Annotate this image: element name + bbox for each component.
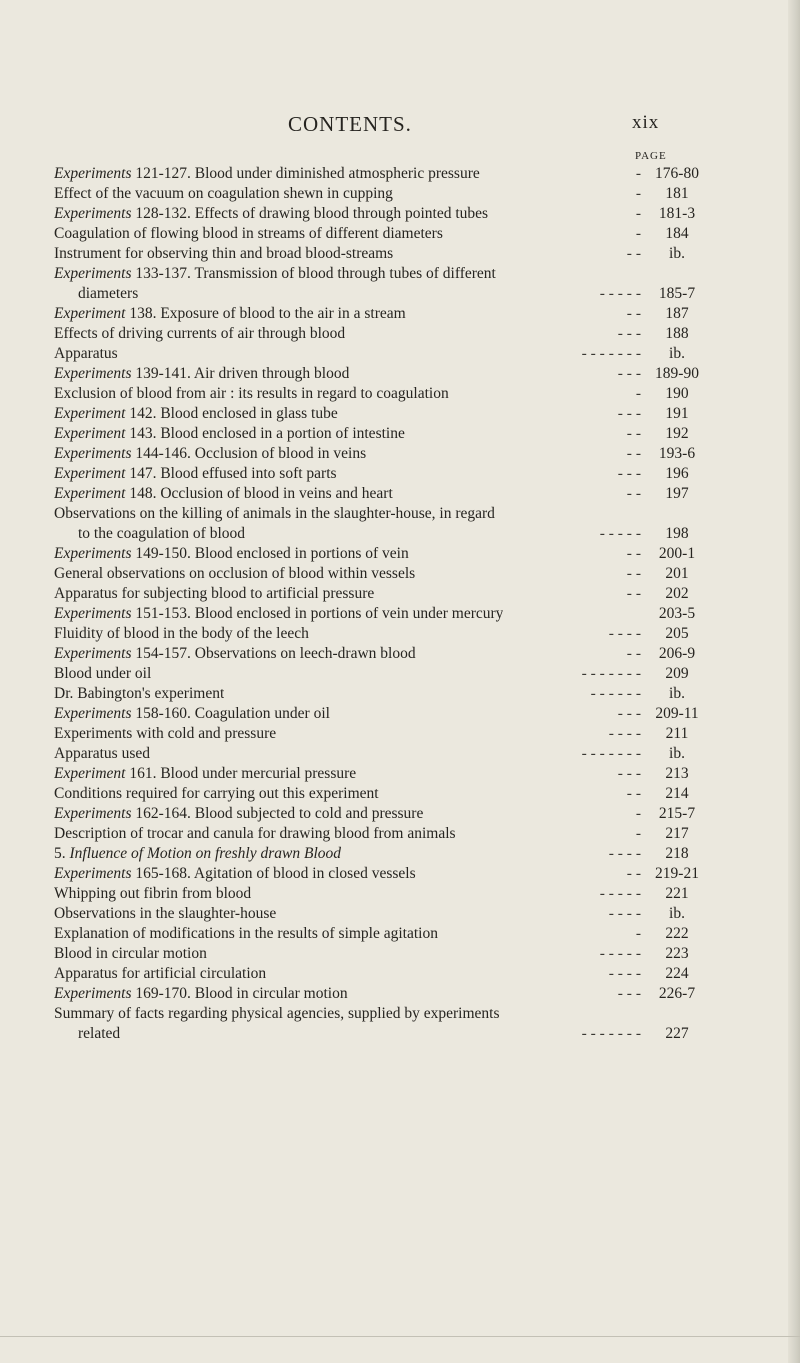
toc-entry-page: 181-3 — [658, 205, 696, 222]
toc-entry-kind: Experiments — [54, 985, 132, 1002]
toc-entry-title: Exclusion of blood from air : its results in regard to coagulation — [54, 385, 449, 402]
toc-entry — [54, 284, 709, 304]
toc-entry — [54, 664, 709, 684]
toc-entry-page: 187 — [665, 305, 689, 322]
toc-entry — [54, 464, 709, 484]
toc-entry-title: Experiments 169-170. Blood in circular motion — [54, 985, 348, 1002]
toc-entry-leader: - - - - - — [599, 885, 641, 902]
toc-entry-leader: - — [635, 385, 641, 402]
toc-entry — [54, 384, 709, 404]
toc-entry-kind: Experiments — [54, 865, 132, 882]
toc-entry-kind: Experiments — [54, 445, 132, 462]
toc-entry-leader: - - — [626, 865, 641, 882]
toc-entry-title: related — [78, 1025, 121, 1042]
toc-entry — [54, 204, 709, 224]
toc-entry — [54, 684, 709, 704]
toc-entry-title: Experiments 154-157. Observations on leech-drawn blood — [54, 645, 416, 662]
running-head-title: CONTENTS. — [288, 112, 412, 136]
toc-entry — [54, 704, 709, 724]
running-head — [0, 112, 800, 142]
toc-entry-leader: - - - - - — [599, 945, 641, 962]
toc-entry-leader: - - - - — [608, 965, 641, 982]
toc-entry-page: 181 — [665, 185, 689, 202]
toc-entry — [54, 984, 709, 1004]
toc-entry-title: Experiment 138. Exposure of blood to the air in a stream — [54, 305, 406, 322]
toc-entry-title: Experiments 121-127. Blood under diminished atmospheric pressure — [54, 165, 480, 182]
toc-entry-page: 215-7 — [658, 805, 696, 822]
toc-entry-title: Experiments 128-132. Effects of drawing blood through pointed tubes — [54, 205, 489, 222]
toc-entry-leader: - — [635, 185, 641, 202]
toc-entry-leader: - — [635, 825, 641, 842]
toc-entry-page: 201 — [665, 565, 689, 582]
toc-entry-leader: - — [635, 205, 641, 222]
toc-entry — [54, 724, 709, 744]
toc-entry-title: Apparatus used — [54, 745, 150, 762]
toc-entry-title: Apparatus — [54, 345, 118, 362]
toc-entry-title: Experiments 139-141. Air driven through blood — [54, 365, 350, 382]
toc-entry — [54, 404, 709, 424]
toc-entry-title: Coagulation of flowing blood in streams of different diameters — [54, 225, 443, 242]
toc-entry-leader: - — [635, 165, 641, 182]
toc-entry — [54, 944, 709, 964]
toc-entry-page: 185-7 — [658, 285, 696, 302]
toc-entry-title: Apparatus for subjecting blood to artificial pressure — [54, 585, 375, 602]
toc-entry — [54, 584, 709, 604]
toc-entry-title: Explanation of modifications in the results of simple agitation — [54, 925, 438, 942]
toc-entry-leader: - - - — [617, 765, 641, 782]
toc-entry-leader: - - — [626, 785, 641, 802]
toc-entry-kind: Experiments — [54, 165, 132, 182]
toc-entry-leader: - - — [626, 485, 641, 502]
toc-entry-leader: - - - - — [608, 725, 641, 742]
toc-entry-leader: - - - - — [608, 625, 641, 642]
toc-entry-title: Fluidity of blood in the body of the leech — [54, 625, 309, 642]
toc-entry-page: 196 — [665, 465, 689, 482]
toc-entry-page: 221 — [665, 885, 689, 902]
toc-entry-title: Experiments 165-168. Agitation of blood in closed vessels — [54, 865, 416, 882]
toc-entry-kind: Experiment — [54, 425, 126, 442]
toc-entry-leader: - - - — [617, 705, 641, 722]
toc-entry-leader: - - - — [617, 365, 641, 382]
toc-entry — [54, 264, 709, 284]
toc-entry-kind: Experiments — [54, 645, 132, 662]
toc-entry-leader: - - - - - - - — [581, 665, 641, 682]
toc-entry — [54, 804, 709, 824]
toc-entry-kind: Experiments — [54, 705, 132, 722]
toc-entry-page: 184 — [665, 225, 689, 242]
toc-entry-page: 192 — [665, 425, 689, 442]
toc-entry-title: Blood under oil — [54, 665, 152, 682]
toc-entry-title: diameters — [78, 285, 139, 302]
toc-entry-leader: - - - - — [608, 905, 641, 922]
toc-entry — [54, 304, 709, 324]
toc-entry-leader: - - — [626, 585, 641, 602]
toc-entry-leader: - - — [626, 425, 641, 442]
toc-entry — [54, 1004, 709, 1024]
toc-entry — [54, 224, 709, 244]
toc-entry-title: Conditions required for carrying out this experiment — [54, 785, 379, 802]
toc-entry-title: Experiment 147. Blood effused into soft parts — [54, 465, 337, 482]
toc-entry-title: Apparatus for artificial circulation — [54, 965, 267, 982]
toc-entry-page: 223 — [665, 945, 689, 962]
toc-entry-title: Observations on the killing of animals in the slaughter-house, in regard — [54, 505, 495, 522]
toc-entry-leader: - - - — [617, 985, 641, 1002]
toc-entry-page: 202 — [665, 585, 689, 602]
toc-entry-kind: Experiment — [54, 765, 126, 782]
toc-entry-leader: - - - - — [608, 845, 641, 862]
toc-entry-title: Dr. Babington's experiment — [54, 685, 225, 702]
toc-entry — [54, 524, 709, 544]
toc-entry — [54, 544, 709, 564]
toc-entry-title: General observations on occlusion of blood within vessels — [54, 565, 416, 582]
toc-entry-kind: Experiment — [54, 405, 126, 422]
toc-entry — [54, 964, 709, 984]
toc-entry — [54, 844, 709, 864]
toc-entry-page: 217 — [665, 825, 689, 842]
toc-entry-page: ib. — [669, 685, 685, 702]
toc-entry-title: Whipping out fibrin from blood — [54, 885, 252, 902]
toc-entry-page: 219-21 — [655, 865, 699, 882]
toc-entry-page: ib. — [669, 245, 685, 262]
toc-entry — [54, 324, 709, 344]
toc-entry-title: 5. Influence of Motion on freshly drawn Blood — [54, 845, 341, 862]
toc-entry-leader: - - - — [617, 465, 641, 482]
toc-entry-leader: - - — [626, 245, 641, 262]
toc-entry-title: Description of trocar and canula for drawing blood from animals — [54, 825, 456, 842]
toc-entry-title: to the coagulation of blood — [78, 525, 246, 542]
toc-entry — [54, 564, 709, 584]
toc-entry-title: Experiments 162-164. Blood subjected to cold and pressure — [54, 805, 424, 822]
toc-entry-leader: - - — [626, 305, 641, 322]
toc-entry — [54, 364, 709, 384]
toc-entry-kind: Experiment — [54, 465, 126, 482]
toc-entry-leader: - - - - - - - — [581, 1025, 641, 1042]
toc-entry-title: Experiment 143. Blood enclosed in a portion of intestine — [54, 425, 405, 442]
toc-entry-kind: Experiments — [54, 805, 132, 822]
toc-entry-leader: - — [635, 805, 641, 822]
toc-entry-page: 206-9 — [658, 645, 696, 662]
toc-entry-page: 224 — [665, 965, 689, 982]
toc-entry-title: Summary of facts regarding physical agencies, supplied by experiments — [54, 1005, 500, 1022]
toc-entry-leader: - - - - - - - — [581, 745, 641, 762]
toc-entry-page: ib. — [669, 345, 685, 362]
toc-entry — [54, 604, 709, 624]
toc-entry — [54, 904, 709, 924]
toc-entry-leader: - - - - - - — [590, 685, 641, 702]
toc-entry-page: 193-6 — [658, 445, 696, 462]
toc-entry-page: 213 — [665, 765, 689, 782]
toc-entry-title: Instrument for observing thin and broad blood-streams — [54, 245, 394, 262]
toc-entry-page: 205 — [665, 625, 689, 642]
toc-entry — [54, 744, 709, 764]
toc-entry — [54, 644, 709, 664]
toc-entry — [54, 884, 709, 904]
toc-entry — [54, 164, 709, 184]
toc-entry-page: 198 — [665, 525, 689, 542]
toc-entry-title: Experiment 142. Blood enclosed in glass tube — [54, 405, 338, 422]
toc-entry-title: Experiment 148. Occlusion of blood in veins and heart — [54, 485, 393, 502]
toc-entry-title: Experiments with cold and pressure — [54, 725, 277, 742]
page-bottom-line — [0, 1336, 800, 1337]
toc-entry — [54, 344, 709, 364]
toc-entry-leader: - - - - - — [599, 525, 641, 542]
toc-entry-kind: Experiment — [54, 485, 126, 502]
toc-entry — [54, 784, 709, 804]
toc-entry-leader: - - - - - — [599, 285, 641, 302]
toc-entry-page: 197 — [665, 485, 689, 502]
toc-entry-page: 188 — [665, 325, 689, 342]
toc-entry — [54, 504, 709, 524]
toc-entry — [54, 624, 709, 644]
toc-entry-page: 211 — [665, 725, 689, 742]
toc-entry-title: Experiments 158-160. Coagulation under oil — [54, 705, 330, 722]
toc-entry-title: Effect of the vacuum on coagulation shewn in cupping — [54, 185, 393, 202]
toc-entry-leader: - - — [626, 645, 641, 662]
toc-entry — [54, 484, 709, 504]
page-edge — [788, 0, 800, 1363]
toc-entry — [54, 424, 709, 444]
toc-entry-kind: Experiment — [54, 305, 126, 322]
toc-entry-leader: - - — [626, 445, 641, 462]
toc-entry-title: Experiments 133-137. Transmission of blood through tubes of different — [54, 265, 496, 282]
toc-entry-leader: - - — [626, 545, 641, 562]
toc-entry-title: Experiments 144-146. Occlusion of blood in veins — [54, 445, 367, 462]
toc-entry-leader: - - — [626, 565, 641, 582]
table-of-contents — [54, 164, 709, 1044]
toc-entry — [54, 444, 709, 464]
toc-entry-kind: Experiments — [54, 205, 132, 222]
toc-entry-leader: - — [635, 225, 641, 242]
toc-entry-title: Blood in circular motion — [54, 945, 207, 962]
toc-entry — [54, 924, 709, 944]
toc-entry-page: 214 — [665, 785, 689, 802]
toc-entry-kind: Experiments — [54, 545, 132, 562]
toc-entry-page: 209 — [665, 665, 689, 682]
toc-entry-leader: - — [635, 925, 641, 942]
toc-entry-page: 200-1 — [658, 545, 696, 562]
toc-entry — [54, 864, 709, 884]
toc-entry-page: 191 — [665, 405, 689, 422]
toc-entry-kind: Experiments — [54, 605, 132, 622]
toc-entry — [54, 244, 709, 264]
toc-entry-page: 189-90 — [655, 365, 699, 382]
toc-entry-page: 203-5 — [658, 605, 696, 622]
toc-entry-page: 176-80 — [655, 165, 699, 182]
page-number: xix — [632, 112, 660, 133]
toc-entry-title: Effects of driving currents of air through blood — [54, 325, 346, 342]
toc-entry-title: Experiments 151-153. Blood enclosed in portions of vein under mercury — [54, 605, 504, 622]
toc-entry-title: Observations in the slaughter-house — [54, 905, 277, 922]
toc-entry — [54, 764, 709, 784]
toc-entry-title: Experiments 149-150. Blood enclosed in portions of vein — [54, 545, 409, 562]
toc-entry-page: ib. — [669, 905, 685, 922]
toc-entry-kind: Experiments — [54, 365, 132, 382]
toc-entry-leader: - - - — [617, 405, 641, 422]
toc-entry — [54, 184, 709, 204]
toc-entry-title: Experiment 161. Blood under mercurial pressure — [54, 765, 357, 782]
toc-entry-page: 218 — [665, 845, 689, 862]
toc-entry-page: ib. — [669, 745, 685, 762]
toc-entry-kind: Experiments — [54, 265, 132, 282]
page-column-label: PAGE — [635, 150, 667, 162]
toc-entry-leader: - - - - - - - — [581, 345, 641, 362]
toc-entry-page: 190 — [665, 385, 689, 402]
toc-entry-page: 222 — [665, 925, 689, 942]
toc-entry-page: 226-7 — [658, 985, 696, 1002]
toc-entry-page: 209-11 — [655, 705, 699, 722]
toc-entry — [54, 1024, 709, 1044]
toc-entry — [54, 824, 709, 844]
toc-entry-page: 227 — [665, 1025, 689, 1042]
toc-entry-leader: - - - — [617, 325, 641, 342]
